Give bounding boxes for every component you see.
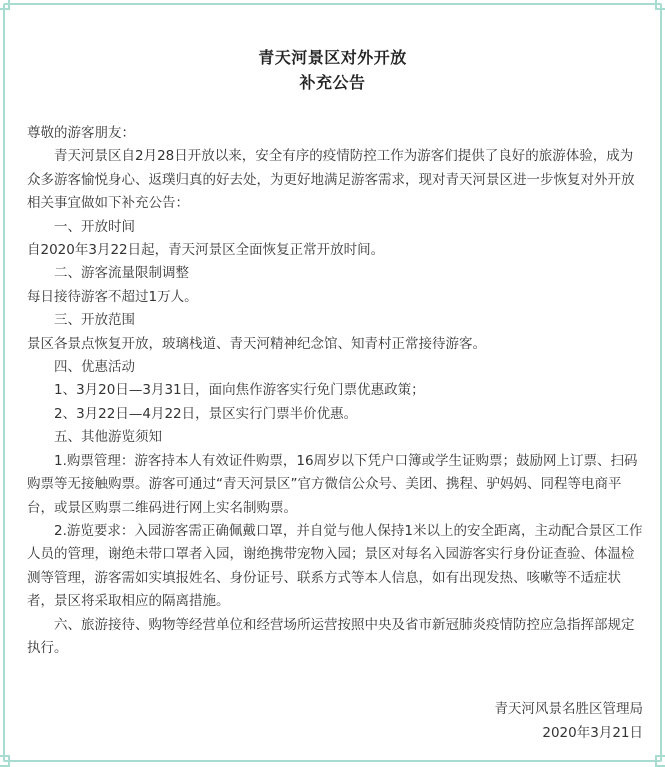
section-1-heading: 一、开放时间	[54, 218, 135, 235]
signature-date: 2020年3月21日	[542, 725, 643, 741]
section-5-item-2: 2.游览要求：入园游客需正确佩戴口罩，并自觉与他人保持1米以上的安全距离，主动配合景区工作人员的管理，谢绝未带口罩者入园，谢绝携带宠物入园；景区对每名入园游客实行身份证查验、体温检测等管理，游客需如实填报姓名、身份证号、联系方式等本人信息，如有出现发热、咳嗽等不适症状者，景区将采取相应的隔离措施。	[27, 522, 643, 610]
section-4-item-1: 1、3月20日—3月31日，面向焦作游客实行免门票优惠政策；	[54, 382, 425, 399]
section-1-text: 自2020年3月22日起，青天河景区全面恢复正常开放时间。	[27, 242, 385, 259]
section-5-item-1: 1.购票管理：游客持本人有效证件购票，16周岁以下凭户口簿或学生证购票；鼓励网上订票、扫码购票等无接触购票。游客可通过“青天河景区”官方微信公众号、美团、携程、驴妈妈、同程等电商平台，或景区购票二维码进行网上实名制购票。	[27, 452, 638, 516]
signature-org: 青天河风景名胜区管理局	[494, 701, 643, 717]
section-2-heading: 二、游客流量限制调整	[54, 265, 189, 282]
intro-paragraph: 青天河景区自2月28日开放以来，安全有序的疫情防控工作为游客们提供了良好的旅游体验，成为众多游客愉悦身心、返璞归真的好去处，为更好地满足游客需求，现对青天河景区进一步恢复对外开放相关事宜做如下补充公告：	[27, 148, 635, 212]
frame-corner-bottom-left	[0, 755, 10, 767]
section-4-item-2: 2、3月22日—4月22日，景区实行门票半价优惠。	[54, 405, 358, 422]
section-6-text: 六、旅游接待、购物等经营单位和经营场所运营按照中央及省市新冠肺炎疫情防控应急指挥部规定执行。	[27, 616, 635, 656]
notice-title: 青天河景区对外开放	[258, 48, 407, 67]
section-2-text: 每日接待游客不超过1万人。	[27, 288, 198, 305]
frame-corner-bottom-right	[655, 755, 665, 767]
section-5-heading: 五、其他游览须知	[54, 429, 162, 446]
section-3-heading: 三、开放范围	[54, 312, 135, 329]
notice-subtitle: 补充公告	[299, 73, 366, 92]
frame-corner-top-right	[655, 0, 665, 10]
section-3-text: 景区各景点恢复开放，玻璃栈道、青天河精神纪念馆、知青村正常接待游客。	[27, 335, 486, 352]
greeting: 尊敬的游客朋友：	[27, 125, 135, 141]
frame-corner-top-left	[0, 0, 10, 10]
section-4-heading: 四、优惠活动	[54, 359, 135, 376]
notice-body	[27, 122, 645, 660]
